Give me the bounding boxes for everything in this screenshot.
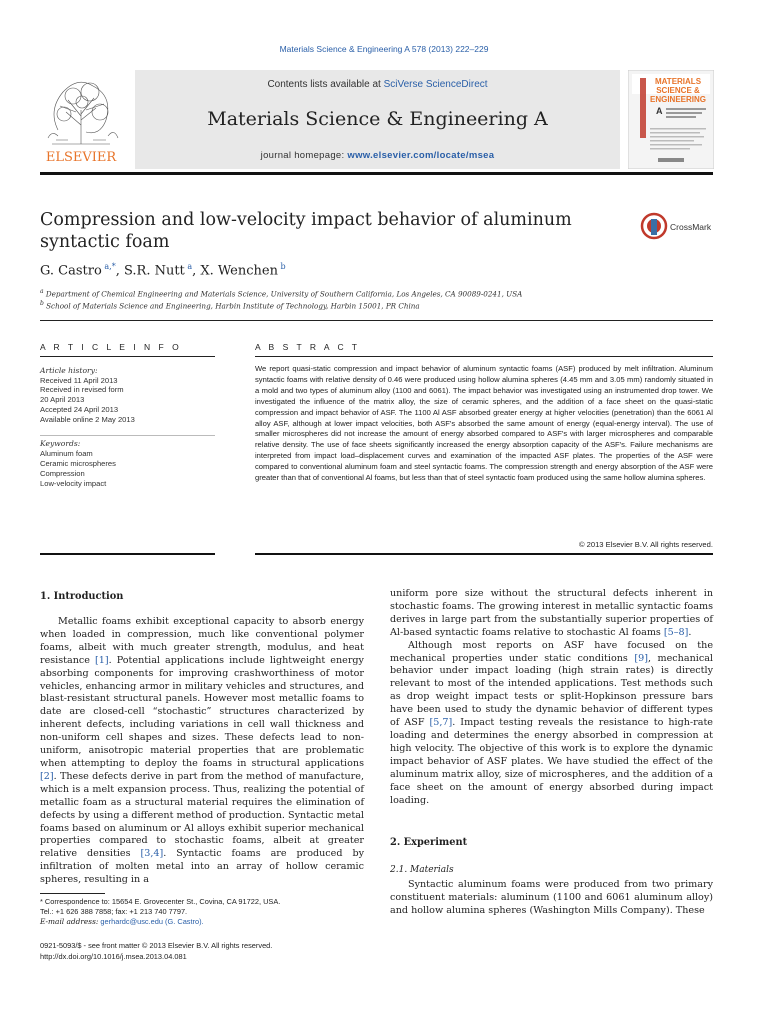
citation-link[interactable]: [5,7] — [429, 717, 453, 729]
history-item: Received 11 April 2013 — [40, 375, 118, 385]
history-item: Received in revised form — [40, 385, 124, 395]
citation-link[interactable]: [1] — [95, 654, 109, 666]
author-castro: G. Castro — [40, 263, 102, 279]
materials-paragraph: Syntactic aluminum foams were produced from two primary constituent materials: aluminum (1100 and 6061 aluminum alloy) and hollow alumina spheres (Washington Mills Company). These — [390, 879, 713, 916]
keyword-item: Aluminum foam — [40, 448, 93, 458]
issn-line: 0921-5093/$ - see front matter © 2013 Elsevier B.V. All rights reserved. — [40, 941, 273, 950]
footnote-phone: Tel.: +1 626 388 7858; fax: +1 213 740 7797. — [40, 907, 188, 916]
history-item: Available online 2 May 2013 — [40, 414, 135, 424]
keyword-item: Compression — [40, 468, 85, 478]
citation-link[interactable]: [2] — [40, 770, 54, 782]
svg-text:CrossMark: CrossMark — [670, 222, 712, 232]
materials-column — [390, 879, 713, 918]
citation-link[interactable]: [3,4] — [140, 848, 164, 860]
header-rule — [40, 172, 713, 175]
author-nutt-affil[interactable]: a — [184, 262, 193, 271]
abstract-copyright: © 2013 Elsevier B.V. All rights reserved. — [578, 540, 713, 549]
svg-text:SCIENCE &: SCIENCE & — [656, 86, 700, 95]
email-link[interactable]: gerhardc@usc.edu (G. Castro). — [98, 917, 204, 926]
journal-name: Materials Science & Engineering A — [207, 108, 548, 130]
journal-reference-link[interactable]: Materials Science & Engineering A 578 (2013) 222–229 — [279, 44, 489, 54]
journal-homepage-line — [135, 150, 620, 161]
history-label: Article history: — [40, 366, 98, 375]
section-2-heading: 2. Experiment — [390, 837, 468, 848]
abstract-bottom-rule — [255, 553, 713, 555]
article-title — [40, 209, 600, 253]
author-list — [40, 262, 286, 278]
svg-text:ENGINEERING: ENGINEERING — [649, 95, 707, 104]
article-info-heading: A R T I C L E I N F O — [40, 342, 182, 352]
correspondence-star[interactable]: * — [111, 262, 116, 271]
bottom-publication-info — [40, 941, 364, 962]
affiliations — [40, 287, 522, 312]
doi-link[interactable]: http://dx.doi.org/10.1016/j.msea.2013.04.081 — [40, 951, 187, 961]
info-rule — [40, 356, 215, 357]
journal-cover-thumbnail — [628, 70, 714, 169]
homepage-prefix: journal homepage: — [260, 150, 348, 161]
affiliation-b: $^b$ School of Materials Science and Engineering, Harbin Institute of Technology, Harbin 15001, PR China — [40, 300, 420, 311]
contents-line — [135, 79, 620, 90]
title-line-2: syntactic foam — [40, 232, 170, 252]
author-castro-affil[interactable]: a, — [101, 262, 112, 271]
section-1-heading: 1. Introduction — [40, 591, 124, 602]
svg-text:ELSEVIER: ELSEVIER — [45, 150, 117, 165]
author-nutt: , S.R. Nutt — [115, 263, 185, 279]
intro-paragraph-continued: uniform pore size without the structural defects inherent in stochastic foams. The growing interest in metallic syntactic foams derives in large part from the substantially superior properties of Al-based syntactic foams relative to stochastic Al foams [5–8]. — [390, 588, 713, 638]
contents-prefix: Contents lists available at — [267, 79, 384, 90]
sciencedirect-link[interactable]: SciVerse ScienceDirect — [383, 79, 488, 90]
svg-text:MATERIALS: MATERIALS — [654, 77, 702, 86]
title-line-1: Compression and low-velocity impact behavior of aluminum — [40, 210, 572, 230]
history-item: Accepted 24 April 2013 — [40, 404, 119, 414]
intro-paragraph: Metallic foams exhibit exceptional capacity to absorb energy when loaded in compression, much like conventional polymer foams, albeit with much greater strength, modulus, and heat resistance [1]. Potential applications include lightweight energy absorbing components for improving crashworthiness of motor vehicles, enhancing armor in military vehicles and structures, and blast-resistant structural panels. However most metallic foams to date are closed-cell “stochastic” structures characterized by inherent defects, including variations in cell wall thickness and non-uniform cell shapes and sizes. These defects lead to non-uniform, anisotropic material properties that are problematic when attempting to deploy the foams in structural applications [2]. These defects derive in part from the method of manufacture, which is a melt expansion process. Thus, realizing the potential of metallic foam as a structural material requires the elimination of defects by using a different method of production. Syntactic metal foams based on aluminum or Al alloys exhibit superior mechanical properties compared to stochastic foams, albeit at greater relative densities [3,4]. Syntactic foams are produced by infiltration of molten metal into an array of hollow ceramic spheres, resulting in a — [40, 616, 365, 886]
author-wenchen-affil[interactable]: b — [277, 262, 286, 271]
elsevier-logo — [38, 70, 124, 166]
info-bottom-rule — [40, 553, 215, 555]
title-rule — [40, 320, 713, 321]
keyword-item: Low-velocity impact — [40, 478, 107, 488]
subsection-2-1-heading: 2.1. Materials — [390, 865, 454, 875]
abstract-text: We report quasi-static compression and impact behavior of aluminum syntactic foams (ASF) produced by melt infiltration. Aluminum syntactic foams with relative density of 0.46 were produced using hollow alumina spheres (4.45 mm and 3.05 mm) randomly situated in a mold and two types of aluminum alloy (1100 and 6061). The impact behavior was investigated using an instrumented drop tower. We investigated the influence of the matrix alloy, the size of ceramic spheres, and the addition of a face sheet on the quasi-static compression and impact behavior of ASF. The 1100 Al ASF absorbed greater energy at higher velocities (penetration) than the 6061 Al alloy ASF, although at lower impact velocities, both ASF's absorbed the same amount of energy (equal-energy interval). The use of smaller microspheres did not increase the amount of energy absorbed compared to ASF's with larger microspheres and comparable relative density. The use of face sheets significantly increased the energy absorption capacity of the ASF's. Failure mechanisms are interpreted from impact load–displacement curves and examination of the impacted ASF plates. The properties of the ASF were compared to conventional aluminum foam and steel syntactic foams. The compression strength and energy absorption of the ASF were greater than that of conventional Al foams, but less than that of steel syntactic foam produced using the same hollow alumina spheres. — [255, 364, 713, 483]
elsevier-tree-icon — [38, 70, 124, 166]
svg-text:A: A — [656, 106, 663, 116]
homepage-link[interactable]: www.elsevier.com/locate/msea — [347, 150, 495, 161]
abstract-heading: A B S T R A C T — [255, 342, 361, 352]
affiliation-a: $^a$ Department of Chemical Engineering and Materials Science, University of Southern California, Los Angeles, CA 90089-0241, USA — [40, 288, 523, 299]
info-divider — [40, 435, 215, 436]
footnote-address: * Correspondence to: 15654 E. Grovecenter St., Covina, CA 91722, USA. — [40, 897, 281, 906]
author-wenchen: , X. Wenchen — [192, 263, 278, 279]
keywords-label: Keywords: — [40, 439, 81, 448]
correspondence-footnote — [40, 897, 364, 927]
history-item: 20 April 2013 — [40, 395, 85, 405]
footnote-email: E-mail address: gerhardc@usc.edu (G. Castro). — [40, 917, 204, 926]
keyword-item: Ceramic microspheres — [40, 458, 116, 468]
body-column-right — [390, 588, 713, 807]
footnote-rule — [40, 893, 105, 894]
article-history — [40, 366, 215, 424]
citation-link[interactable]: [9] — [634, 652, 648, 664]
citation-link[interactable]: [5–8] — [663, 626, 689, 638]
abstract-rule — [255, 356, 713, 357]
intro-paragraph-2: Although most reports on ASF have focused on the mechanical properties under static conditions [9], mechanical behavior under impact loading (high strain rates) is directly relevant to most of the intended applications. Test methods such as drop weight impact tests or split-Hopkinson pressure bars have been used to study the dynamic behavior of different types of ASF [5,7]. Impact testing reveals the resistance to high-rate loading and determines the energy absorbed in compression at high velocity. The objective of this work is to explore the dynamic impact behavior of ASF plates. We have studied the effect of the aluminum matrix alloy, size of microspheres, and the addition of a face sheet on the amount of energy absorbed during impact loading. — [390, 639, 713, 806]
body-column-left — [40, 616, 364, 887]
keywords — [40, 439, 215, 489]
crossmark-button[interactable] — [640, 208, 720, 244]
